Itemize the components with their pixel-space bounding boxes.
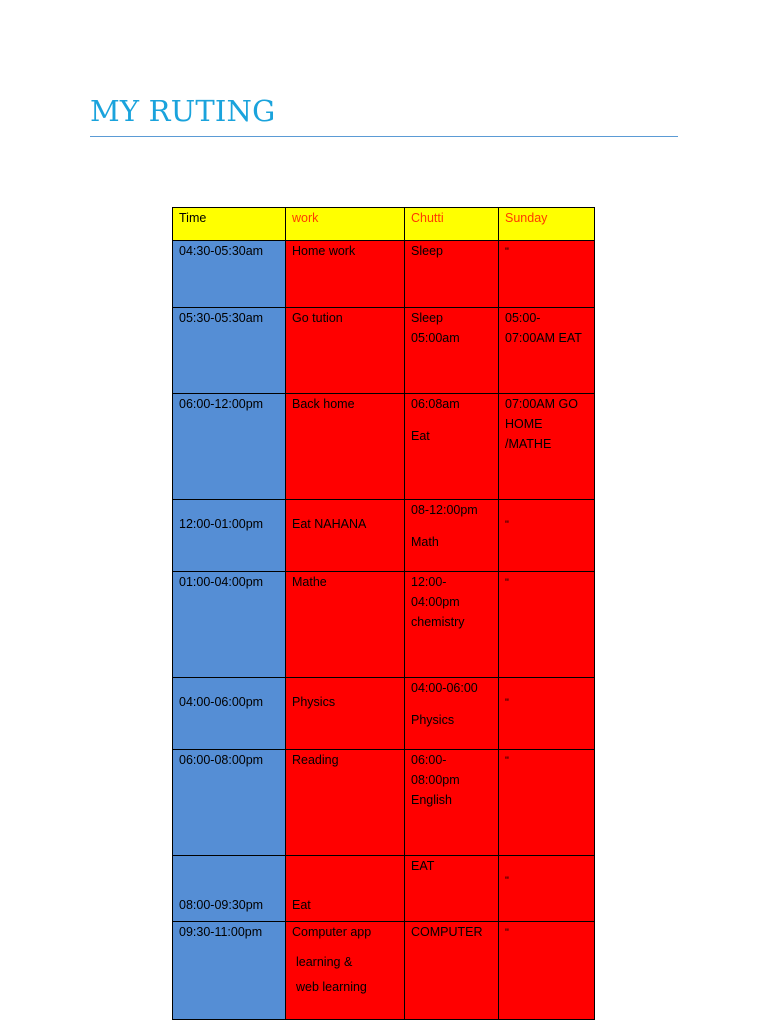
chutti-line: Sleep [411,311,443,325]
cell-chutti [405,241,499,308]
cell-work: Back home [286,394,405,500]
cell-work: Mathe [286,572,405,678]
cell-chutti [405,856,499,922]
cell-chutti: 06:00-08:00pm English [405,750,499,856]
cell-time: 01:00-04:00pm [173,572,286,678]
ditto-mark: " [505,697,509,709]
cell-work: Reading [286,750,405,856]
table-row [173,572,595,678]
cell-time: 04:30-05:30am [173,241,286,308]
chutti-line: Eat [411,429,430,443]
cell-sunday [499,922,595,1020]
cell-work: Home work [286,241,405,308]
chutti-line: Math [411,535,439,549]
cell-time: 09:30-11:00pm [173,922,286,1020]
ditto-mark: " [505,246,509,258]
routine-table [172,207,595,1020]
chutti-line: 05:00am [411,331,460,345]
chutti-line: EAT [411,859,435,873]
table-row [173,500,595,572]
cell-sunday: 05:00-07:00AM EAT [499,308,595,394]
header-sunday: Sunday [499,208,595,241]
table-row [173,922,595,1020]
cell-time: 04:00-06:00pm [173,678,286,750]
ditto-mark: " [505,927,509,939]
document-title: MY RUTING [90,94,276,128]
cell-chutti [405,308,499,394]
chutti-line: Sleep [411,244,443,258]
table-row [173,308,595,394]
header-chutti: Chutti [405,208,499,241]
cell-chutti [405,922,499,1020]
chutti-line: 06:08am [411,397,460,411]
cell-sunday [499,572,595,678]
table-header-row [173,208,595,241]
cell-sunday [499,500,595,572]
title-underline [90,136,678,137]
cell-time: 12:00-01:00pm [173,500,286,572]
chutti-line: COMPUTER [411,925,483,939]
chutti-line: 04:00-06:00 [411,681,478,695]
cell-sunday [499,856,595,922]
header-work: work [286,208,405,241]
cell-time: 06:00-12:00pm [173,394,286,500]
chutti-line: 08-12:00pm [411,503,478,517]
cell-sunday [499,750,595,856]
ditto-mark: " [505,577,509,589]
work-line: learning & [296,955,353,969]
cell-sunday [499,678,595,750]
cell-work: Physics [286,678,405,750]
cell-time: 06:00-08:00pm [173,750,286,856]
cell-sunday [499,241,595,308]
ditto-mark: " [505,875,509,887]
cell-time: 08:00-09:30pm [173,856,286,922]
table-row [173,856,595,922]
table-row [173,241,595,308]
ditto-mark: " [505,519,509,531]
table-row [173,750,595,856]
cell-chutti: 12:00-04:00pm chemistry [405,572,499,678]
chutti-line: Physics [411,713,455,727]
header-time: Time [173,208,286,241]
cell-chutti [405,394,499,500]
table-row [173,394,595,500]
cell-time: 05:30-05:30am [173,308,286,394]
ditto-mark: " [505,755,509,767]
cell-sunday: 07:00AM GO HOME /MATHE [499,394,595,500]
cell-chutti [405,678,499,750]
table-row [173,678,595,750]
work-line: Computer app [292,925,372,939]
cell-chutti [405,500,499,572]
cell-work [286,922,405,1020]
cell-work: Eat [286,856,405,922]
work-line: web learning [296,980,367,994]
cell-work: Go tution [286,308,405,394]
cell-work: Eat NAHANA [286,500,405,572]
